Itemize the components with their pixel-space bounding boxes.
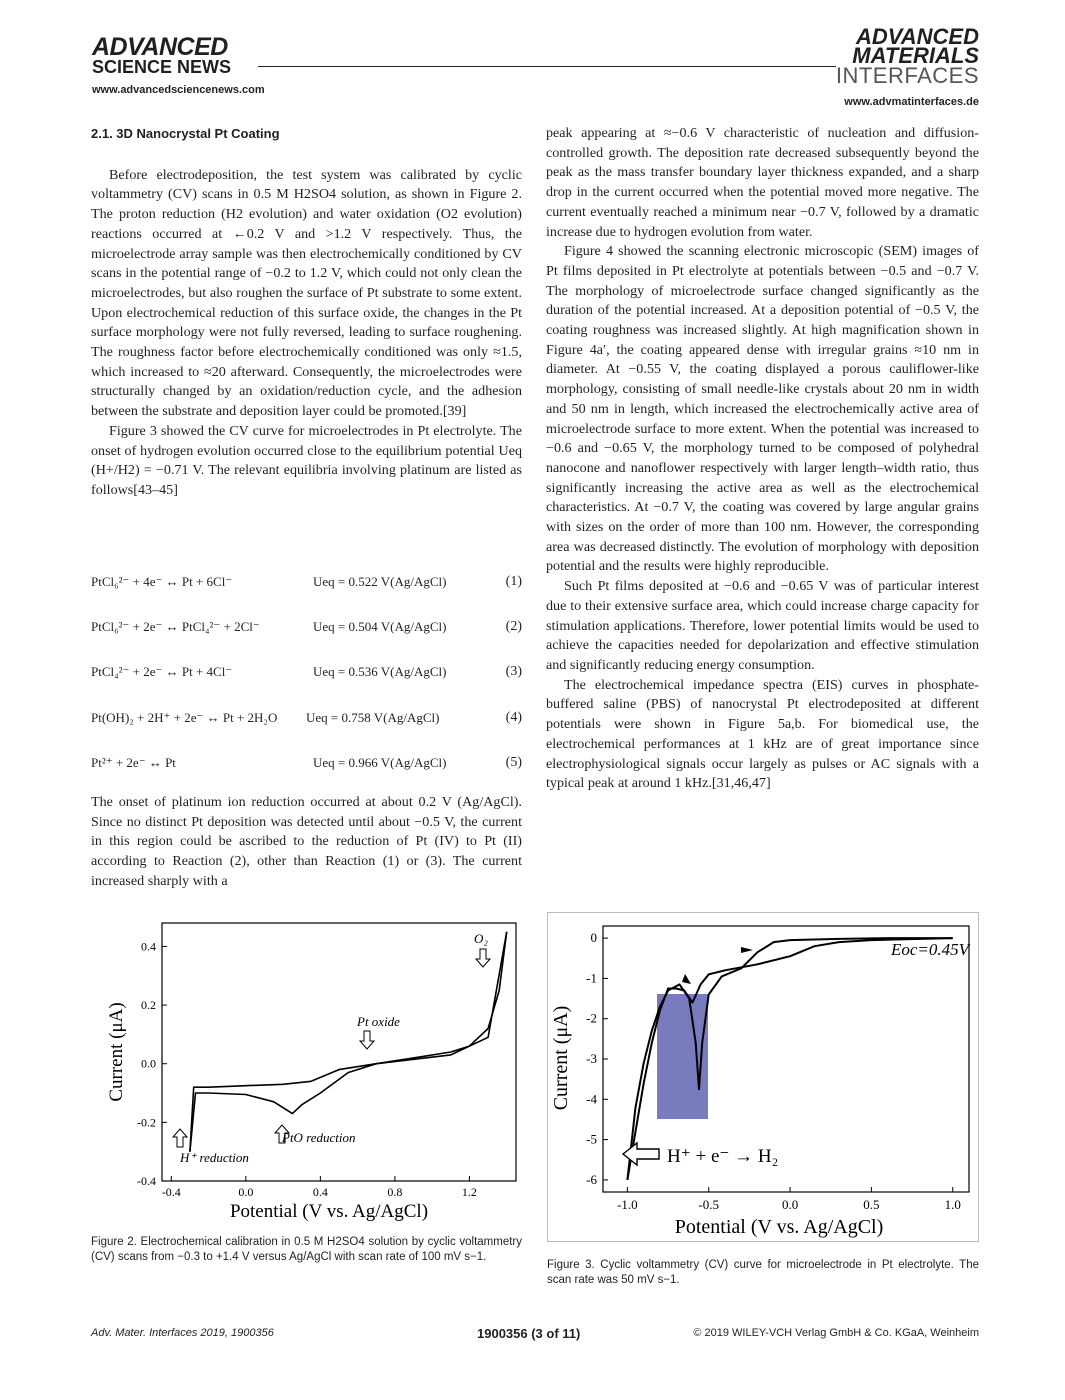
right-column: [546, 124, 979, 794]
y-axis-label: Current (μA): [106, 1002, 127, 1102]
science-news-logo: SCIENCE NEWS: [92, 57, 232, 77]
equation-number: (1): [505, 574, 522, 589]
y-tick-label: -0.4: [137, 1174, 156, 1188]
pt-oxide-label: Pt oxide: [357, 1014, 400, 1029]
h-reduction-label: H⁺ reduction: [180, 1150, 249, 1165]
y-tick-label: -5: [586, 1131, 597, 1147]
equation-number: (4): [505, 710, 522, 725]
x-axis-label: Potential (V vs. Ag/AgCl): [674, 1216, 884, 1238]
y-tick-label: -6: [586, 1171, 597, 1187]
figure-2-chart: [96, 915, 526, 1227]
left-column-continued: [91, 793, 522, 892]
reverse-scan-line: [190, 932, 507, 1152]
equation-number: (3): [505, 664, 522, 679]
x-tick-label: -1.0: [617, 1197, 638, 1212]
y-tick-label: -2: [586, 1010, 597, 1026]
right-paragraph-3: Such Pt films deposited at −0.6 and −0.65 V was of particular interest due to their extensive surface area, which could increase charge capacity for stimulation applications. Therefore, lower potential limits would be used to achieve the capacities needed for depolarization and effective stimulation and significantly reducing energy consumption.: [546, 578, 979, 673]
equation-rhs: Ueq = 0.966 V(Ag/AgCl): [313, 755, 447, 770]
x-tick-label: 1.2: [461, 1185, 477, 1199]
y-tick-label: 0.0: [141, 1056, 156, 1071]
x-tick-label: 0.4: [312, 1185, 328, 1199]
equation-rhs: Ueq = 0.536 V(Ag/AgCl): [313, 664, 447, 679]
footer-copyright: © 2019 WILEY-VCH Verlag GmbH & Co. KGaA, Weinheim: [693, 1327, 979, 1339]
figure-3-caption: Figure 3. Cyclic voltammetry (CV) curve for microelectrode in Pt electrolyte. The scan rate was 50 mV s−1.: [547, 1259, 979, 1286]
figure-2-caption: Figure 2. Electrochemical calibration in 0.5 M H2SO4 solution by cyclic voltammetry (CV) scans from −0.3 to +1.4 V versus Ag/AgCl with scan rate of 100 mV s−1.: [91, 1236, 522, 1263]
arrow-icon: [682, 947, 753, 984]
footer-citation: Adv. Mater. Interfaces 2019, 1900356: [91, 1327, 274, 1339]
section-title: 2.1. 3D Nanocrystal Pt Coating: [91, 126, 280, 141]
right-paragraph-1: peak appearing at ≈−0.6 V characteristic of nucleation and diffusion-controlled growth. The deposition rate decreased subsequently beyond the peak as the mass transfer boundary layer thickness expanded, and a sharp drop in the current occurred when the potential moved more negative. The current eventually reached a minimum near −0.7 V, followed by a dramatic increase due to hydrogen evolution from water.: [546, 125, 979, 240]
eoc-label: Eoc=0.45V: [891, 940, 970, 959]
publisher-url[interactable]: www.advancedsciencenews.com: [92, 84, 265, 96]
header-rule: [258, 66, 836, 67]
equation-rhs: Ueq = 0.758 V(Ag/AgCl): [306, 710, 440, 725]
right-paragraph-4: The electrochemical impedance spectra (EIS) curves in phosphate-buffered saline (PBS) of nanocrystal Pt electrodeposited at different potentials were shown in Figure 5a,b. For biomedical use, the electrochemical performances at 1 kHz are of great importance since electrophysiological signals occur largely as pulses or AC signals with a typical peak at around 1 kHz.[31,46,47]: [546, 676, 979, 792]
equation-5: [91, 755, 522, 777]
x-tick-label: 1.0: [944, 1197, 961, 1212]
ami-logo-line3: INTERFACES: [835, 63, 979, 88]
x-tick-label: 0.0: [781, 1197, 799, 1212]
x-axis-label: Potential (V vs. Ag/AgCl): [229, 1201, 429, 1222]
equation-2: [91, 619, 522, 641]
journal-header-right: [835, 24, 979, 108]
figure-3-chart: [547, 912, 979, 1242]
equation-lhs: PtCl₆²⁻ + 2e⁻ ↔ PtCl₄²⁻ + 2Cl⁻: [91, 619, 260, 634]
x-tick-label: 0.8: [387, 1185, 403, 1199]
equation-rhs: Ueq = 0.504 V(Ag/AgCl): [313, 619, 447, 634]
x-tick-label: 0.0: [238, 1185, 254, 1199]
x-tick-label: -0.4: [161, 1185, 181, 1199]
equation-lhs: Pt(OH)₂ + 2H⁺ + 2e⁻ ↔ Pt + 2H₂O: [91, 710, 278, 725]
arrow-down-icon: [476, 949, 490, 967]
x-tick-label: 0.5: [863, 1197, 880, 1212]
ami-logo-line1: ADVANCED: [855, 24, 979, 49]
arrow-down-icon: [360, 1031, 374, 1049]
arrow-up-icon: [173, 1129, 187, 1147]
equation-1: [91, 574, 522, 596]
ami-logo-line2: MATERIALS: [852, 43, 979, 68]
y-tick-label: 0.2: [141, 998, 156, 1013]
left-paragraph-2: Figure 3 showed the CV curve for microelectrodes in Pt electrolyte. The onset of hydrogen evolution occurred close to the equilibrium potential Ueq (H+/H2) = −0.71 V. The relevant equilibria involving platinum are listed as follows[43–45]: [91, 422, 522, 498]
journal-url[interactable]: www.advmatinterfaces.de: [844, 96, 979, 108]
advanced-logo: ADVANCED: [92, 33, 228, 61]
footer-page-number: 1900356 (3 of 11): [477, 1326, 581, 1341]
equation-number: (5): [505, 755, 522, 770]
equation-rhs: Ueq = 0.522 V(Ag/AgCl): [313, 574, 447, 589]
equation-lhs: PtCl₆²⁻ + 4e⁻ ↔ Pt + 6Cl⁻: [91, 574, 233, 589]
forward-scan-line: [190, 932, 507, 1152]
o2-label: O₂: [474, 931, 488, 946]
left-paragraph-3: The onset of platinum ion reduction occurred at about 0.2 V (Ag/AgCl). Since no distinct Pt deposition was detected until about −0.5 V, the current in this region could be ascribed to the reduction of Pt (IV) to Pt (II) according to Reaction (2), other than Reaction (1) or (3). The current increased sharply with a: [91, 794, 522, 889]
equation-lhs: Pt²⁺ + 2e⁻ ↔ Pt: [91, 755, 176, 770]
x-tick-label: -0.5: [698, 1197, 720, 1212]
equation-3: [91, 664, 522, 686]
y-axis-label: Current (μA): [550, 1005, 572, 1111]
equation-number: (2): [505, 619, 522, 634]
reaction-label: H⁺ + e⁻ → H₂: [667, 1146, 779, 1167]
right-paragraph-2: Figure 4 showed the scanning electronic microscopic (SEM) images of Pt films deposited in Pt electrolyte at potentials between −0.5 and −0.7 V. The morphology of microelectrode surface changed significantly as the duration of the potential increased. At a deposition potential of −0.5 V, the coating roughness was increased slightly. At high magnification shown in Figure 4a′, the coating appeared dense with irregular grains ≈10 nm in diameter. At −0.55 V, the coating displayed a porous cauliflower-like morphology, consisting of small needle-like crystals about 20 nm in width and 50 nm in length, which increased the electrochemically active area of microelectrode surface to more extent. When the potential was increased to −0.6 and −0.65 V, the morphology turned to be composed of polyhedral nanocone and nanoflower respectively with larger length–width ratio, thus significantly increasing the active area as well as the electrochemical characteristics. At −0.7 V, the coating was covered by large angular grains with sizes on the order of more than 100 nm. However, the corresponding area was decreased distinctly. The evolution of morphology with deposition potential and the results were highly reproducible.: [546, 243, 979, 575]
y-tick-label: 0: [590, 930, 597, 946]
pto-reduction-label: PtO reduction: [282, 1130, 356, 1145]
y-tick-label: -0.2: [137, 1115, 156, 1130]
y-tick-label: -1: [586, 970, 597, 986]
equation-lhs: PtCl₄²⁻ + 2e⁻ ↔ Pt + 4Cl⁻: [91, 664, 233, 679]
left-column: [91, 124, 522, 501]
left-arrow-icon: [623, 1143, 659, 1165]
journal-header-left: [92, 33, 265, 96]
y-tick-label: 0.4: [141, 939, 156, 954]
y-tick-label: -3: [586, 1051, 597, 1066]
equation-4: [91, 710, 522, 732]
y-tick-label: -4: [586, 1091, 597, 1107]
left-paragraph-1: Before electrodeposition, the test system was calibrated by cyclic voltammetry (CV) scans in 0.5 M H2SO4 solution, as shown in Figure 2. The proton reduction (H2 evolution) and water oxidation (O2 evolution) reactions occurred at ←0.2 V and >1.2 V respectively. Thus, the microelectrode array sample was then electrochemically conditioned by CV scans in the potential range of −0.2 to 1.2 V, which could not only clean the microelectrodes, but also roughen the surface of Pt substrate to some extent. Upon electrochemical reduction of this surface oxide, the changes in the Pt surface morphology were not fully reversed, leading to surface roughening. The roughness factor before electrochemically conditioned was only ≈1.5, which increased to ≈20 afterward. Consequently, the microelectrodes were structurally changed by an oxidation/reduction cycle, and the adhesion between the substrate and deposition layer could be promoted.[39]: [91, 166, 522, 420]
